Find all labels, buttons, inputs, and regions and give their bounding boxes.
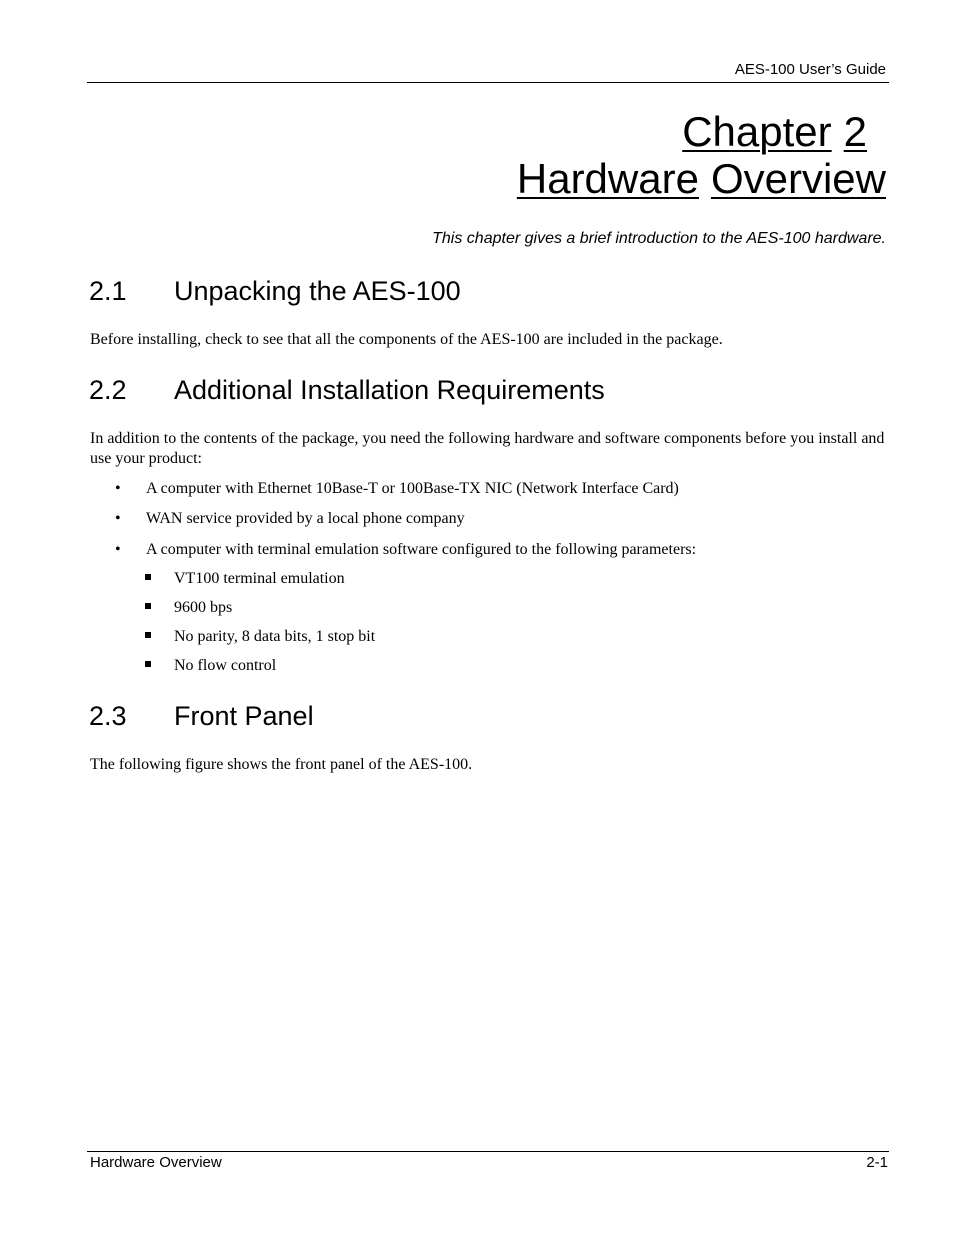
sub-list-item: No parity, 8 data bits, 1 stop bit: [145, 627, 375, 647]
section-heading-2-1: [89, 275, 461, 307]
sub-list-item: 9600 bps: [145, 598, 232, 618]
footer-chapter-name: Hardware Overview: [90, 1154, 222, 1171]
chapter-number: 2: [843, 108, 867, 155]
section-heading-2-3: [89, 700, 314, 732]
chapter-title-word-1: Hardware: [516, 155, 699, 202]
chapter-title-word-2: Overview: [710, 155, 886, 202]
section-2-1-body: Before installing, check to see that all the components of the AES-100 are included in the package.: [90, 331, 723, 348]
sub-list-item: No flow control: [145, 656, 276, 676]
footer-rule: [87, 1151, 889, 1152]
section-2-3-body: The following figure shows the front panel of the AES-100.: [90, 756, 473, 773]
list-item: • A computer with Ethernet 10Base-T or 100Base-TX NIC (Network Interface Card): [115, 480, 679, 497]
sub-list-item: VT100 terminal emulation: [145, 569, 345, 589]
chapter-name-line: [517, 155, 886, 202]
square-bullet-icon: [145, 574, 151, 580]
section-number: 2.1: [89, 276, 127, 306]
square-bullet-icon: [145, 632, 151, 638]
page-number: 2-1: [866, 1154, 888, 1171]
section-number: 2.3: [89, 701, 127, 731]
section-title: Additional Installation Requirements: [174, 375, 605, 405]
chapter-line: [517, 108, 886, 155]
running-header: AES-100 User’s Guide: [734, 61, 886, 78]
bullet-icon: •: [115, 510, 121, 527]
square-bullet-icon: [145, 603, 151, 609]
chapter-title: [517, 108, 886, 202]
section-title: Unpacking the AES-100: [174, 276, 461, 306]
section-number: 2.2: [89, 375, 127, 405]
bullet-icon: •: [115, 480, 121, 497]
list-item: • A computer with terminal emulation software configured to the following parameters:: [115, 541, 697, 558]
header-rule: [87, 82, 889, 83]
square-bullet-icon: [145, 661, 151, 667]
section-2-2-body: In addition to the contents of the package, you need the following hardware and software components before you install and use your product:: [90, 430, 885, 467]
section-heading-2-2: [89, 374, 605, 406]
chapter-intro: This chapter gives a brief introduction to the AES-100 hardware.: [432, 230, 886, 247]
chapter-word: Chapter: [682, 108, 832, 155]
section-title: Front Panel: [174, 701, 314, 731]
bullet-icon: •: [115, 541, 121, 558]
list-item: • WAN service provided by a local phone company: [115, 510, 465, 527]
